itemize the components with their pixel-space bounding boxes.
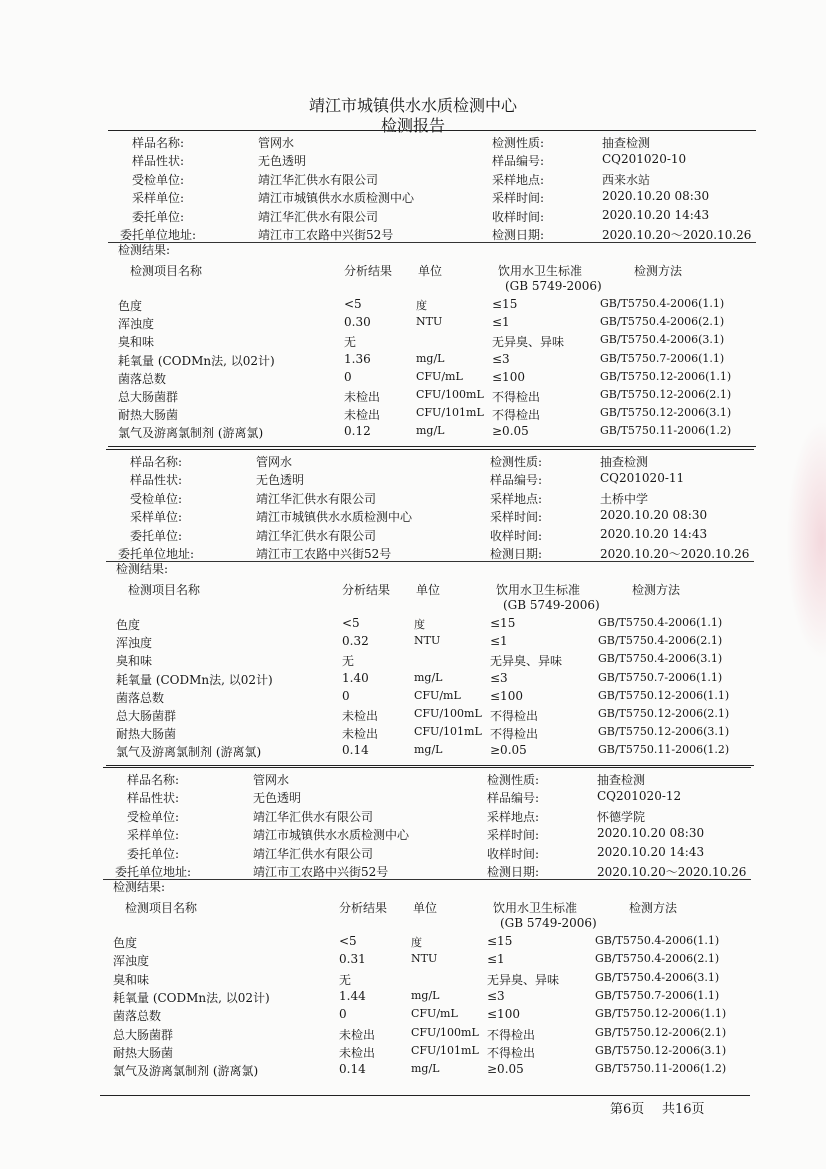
test-date-value: 2020.10.20～2020.10.26	[600, 547, 750, 561]
test-date-label: 检测日期:	[487, 865, 540, 879]
test-date-label: 检测日期:	[492, 228, 545, 242]
row-unit: 度	[416, 299, 427, 312]
client-address-label: 委托单位地址:	[115, 865, 192, 879]
header-result: 分析结果	[344, 264, 393, 278]
row-item: 菌落总数	[113, 1009, 162, 1024]
row-result: 1.40	[342, 670, 369, 685]
test-nature-label: 检测性质:	[487, 773, 540, 787]
sample-no-value: CQ201020-10	[602, 152, 687, 167]
header-item: 检测项目名称	[128, 583, 201, 597]
row-unit: mg/L	[411, 1062, 440, 1076]
row-item: 浑浊度	[113, 954, 150, 969]
sample-name-value: 管网水	[256, 455, 293, 469]
client-address-value: 靖江市工农路中兴街52号	[253, 865, 389, 879]
receive-time-label: 收样时间:	[487, 846, 540, 861]
seal-stamp	[786, 420, 826, 660]
sampling-time-label: 采样时间:	[490, 510, 543, 525]
header-standard-code: (GB 5749-2006)	[500, 916, 597, 930]
sampling-time-label: 采样时间:	[492, 191, 545, 206]
row-method: GB/T5750.12-2006(1.1)	[600, 369, 732, 383]
divider	[108, 446, 756, 447]
row-item: 臭和味	[116, 654, 153, 669]
sample-name-value: 管网水	[258, 136, 295, 150]
row-result: 无	[339, 972, 352, 987]
row-standard: 不得检出	[487, 1027, 536, 1042]
row-method: GB/T5750.12-2006(2.1)	[595, 1025, 727, 1039]
row-standard: ≤1	[492, 315, 510, 330]
divider	[106, 449, 754, 450]
sample-name-label: 样品名称:	[130, 455, 183, 469]
results-label: 检测结果:	[113, 880, 166, 894]
row-unit: NTU	[414, 634, 441, 648]
sample-state-value: 无色透明	[253, 791, 302, 806]
header-unit: 单位	[418, 264, 443, 278]
row-result: <5	[344, 297, 362, 311]
row-method: GB/T5750.12-2006(1.1)	[595, 1007, 727, 1021]
row-item: 氯气及游离氯制剂 (游离氯)	[113, 1064, 259, 1079]
divider	[108, 130, 756, 131]
sample-name-label: 样品名称:	[127, 773, 180, 787]
row-standard: 无异臭、异味	[487, 972, 560, 987]
row-standard: ≤3	[492, 351, 510, 366]
divider	[106, 765, 754, 766]
row-result: 无	[342, 654, 355, 669]
client-value: 靖江华汇供水有限公司	[256, 528, 377, 543]
client-address-value: 靖江市工农路中兴街52号	[258, 228, 394, 242]
row-unit: CFU/101mL	[411, 1043, 479, 1057]
row-standard: 不得检出	[492, 408, 541, 423]
sampling-unit-value: 靖江市城镇供水水质检测中心	[258, 191, 415, 206]
row-standard: 无异臭、异味	[490, 654, 563, 669]
sample-state-label: 样品性状:	[130, 473, 183, 488]
row-method: GB/T5750.12-2006(3.1)	[600, 406, 732, 420]
sampling-unit-value: 靖江市城镇供水水质检测中心	[253, 828, 410, 843]
row-item: 色度	[118, 299, 143, 313]
header-method: 检测方法	[629, 901, 678, 915]
row-item: 色度	[113, 936, 138, 950]
row-unit: CFU/101mL	[414, 725, 482, 739]
receive-time-label: 收样时间:	[492, 209, 545, 224]
row-method: GB/T5750.4-2006(3.1)	[595, 970, 720, 984]
test-nature-label: 检测性质:	[490, 455, 543, 469]
row-item: 总大肠菌群	[118, 390, 179, 404]
row-result: 1.44	[339, 988, 366, 1003]
header-result: 分析结果	[339, 901, 388, 915]
row-unit: CFU/100mL	[416, 388, 484, 401]
row-method: GB/T5750.12-2006(3.1)	[595, 1043, 727, 1057]
client-address-label: 委托单位地址:	[120, 228, 197, 242]
sampling-site-value: 西来水站	[602, 172, 651, 187]
sample-state-label: 样品性状:	[132, 154, 185, 169]
row-method: GB/T5750.7-2006(1.1)	[598, 670, 723, 684]
sample-no-label: 样品编号:	[490, 473, 543, 488]
row-standard: 不得检出	[487, 1045, 536, 1060]
row-result: 未检出	[342, 709, 379, 723]
row-standard: 不得检出	[492, 390, 541, 404]
header-standard: 饮用水卫生标准	[496, 583, 581, 597]
test-nature-value: 抽查检测	[600, 455, 649, 469]
row-method: GB/T5750.11-2006(1.2)	[600, 424, 732, 438]
row-standard: ≤15	[487, 934, 513, 948]
row-standard: 不得检出	[490, 727, 539, 742]
sampling-time-value: 2020.10.20 08:30	[600, 508, 708, 523]
client-label: 委托单位:	[127, 846, 180, 861]
header-standard: 饮用水卫生标准	[493, 901, 578, 915]
row-method: GB/T5750.4-2006(1.1)	[598, 616, 723, 629]
row-result: 0	[339, 1007, 347, 1022]
row-result: 0.31	[339, 952, 366, 967]
row-item: 耗氧量 (CODMn法, 以02计)	[113, 990, 270, 1005]
inspected-unit-label: 受检单位:	[127, 809, 180, 824]
row-standard: 不得检出	[490, 709, 539, 723]
receive-time-value: 2020.10.20 14:43	[602, 207, 710, 222]
row-standard: ≥0.05	[492, 424, 529, 439]
row-unit: CFU/mL	[416, 369, 463, 383]
row-item: 耐热大肠菌	[116, 727, 177, 742]
row-standard: 无异臭、异味	[492, 335, 565, 350]
row-method: GB/T5750.12-2006(2.1)	[600, 388, 732, 401]
page-total: 共16页	[662, 1102, 705, 1117]
sampling-time-label: 采样时间:	[487, 828, 540, 843]
page-number: 第6页	[610, 1102, 645, 1117]
row-unit: mg/L	[416, 424, 445, 438]
row-unit: 度	[414, 618, 425, 631]
header-standard: 饮用水卫生标准	[498, 264, 583, 278]
inspected-unit-value: 靖江华汇供水有限公司	[256, 491, 377, 506]
row-standard: ≤100	[490, 688, 523, 703]
row-result: 0.32	[342, 634, 369, 649]
inspected-unit-label: 受检单位:	[130, 491, 183, 506]
row-method: GB/T5750.4-2006(1.1)	[595, 934, 720, 947]
row-result: 0.14	[342, 743, 369, 758]
header-unit: 单位	[416, 583, 441, 597]
row-method: GB/T5750.12-2006(2.1)	[598, 707, 730, 720]
row-method: GB/T5750.7-2006(1.1)	[595, 988, 720, 1002]
row-result: 无	[344, 335, 357, 350]
sample-name-value: 管网水	[253, 773, 290, 787]
test-nature-value: 抽查检测	[602, 136, 651, 150]
row-unit: mg/L	[414, 743, 443, 757]
row-standard: ≥0.05	[490, 743, 527, 758]
row-result: 0.30	[344, 315, 371, 330]
row-result: 0.14	[339, 1062, 366, 1077]
row-item: 总大肠菌群	[116, 709, 177, 723]
row-unit: mg/L	[416, 351, 445, 365]
row-unit: NTU	[416, 315, 443, 329]
row-item: 菌落总数	[118, 371, 167, 386]
sampling-unit-label: 采样单位:	[132, 191, 185, 206]
client-label: 委托单位:	[130, 528, 183, 543]
header-method: 检测方法	[634, 264, 683, 278]
test-nature-label: 检测性质:	[492, 136, 545, 150]
row-standard: ≤15	[490, 616, 516, 630]
sampling-time-value: 2020.10.20 08:30	[602, 189, 710, 204]
sampling-site-value: 土桥中学	[600, 491, 649, 506]
client-value: 靖江华汇供水有限公司	[258, 209, 379, 224]
row-item: 总大肠菌群	[113, 1027, 174, 1042]
row-unit: CFU/100mL	[411, 1025, 479, 1039]
row-unit: mg/L	[411, 988, 440, 1002]
row-unit: CFU/101mL	[416, 406, 484, 420]
receive-time-value: 2020.10.20 14:43	[597, 844, 705, 859]
row-item: 臭和味	[113, 972, 150, 987]
row-method: GB/T5750.12-2006(3.1)	[598, 725, 730, 739]
row-item: 耗氧量 (CODMn法, 以02计)	[118, 353, 275, 368]
row-result: 未检出	[339, 1045, 376, 1060]
row-item: 耐热大肠菌	[113, 1045, 174, 1060]
divider	[103, 879, 751, 880]
row-result: <5	[342, 616, 360, 630]
sample-state-value: 无色透明	[256, 473, 305, 488]
row-method: GB/T5750.4-2006(3.1)	[600, 333, 725, 347]
row-unit: CFU/mL	[414, 688, 461, 702]
row-unit: CFU/mL	[411, 1007, 458, 1021]
row-item: 氯气及游离氯制剂 (游离氯)	[116, 745, 262, 760]
row-result: 0	[342, 688, 350, 703]
row-method: GB/T5750.7-2006(1.1)	[600, 351, 725, 365]
test-date-label: 检测日期:	[490, 547, 543, 561]
test-date-value: 2020.10.20～2020.10.26	[597, 865, 747, 879]
row-method: GB/T5750.11-2006(1.2)	[595, 1062, 727, 1076]
inspected-unit-value: 靖江华汇供水有限公司	[253, 809, 374, 824]
sample-no-label: 样品编号:	[487, 791, 540, 806]
row-standard: ≤1	[487, 952, 505, 967]
row-result: 未检出	[344, 390, 381, 404]
results-label: 检测结果:	[116, 562, 169, 576]
sampling-site-value: 怀德学院	[597, 809, 646, 824]
row-item: 耗氧量 (CODMn法, 以02计)	[116, 672, 273, 687]
header-item: 检测项目名称	[130, 264, 203, 278]
sampling-unit-label: 采样单位:	[130, 510, 183, 525]
header-item: 检测项目名称	[125, 901, 198, 915]
row-result: 0.12	[344, 424, 371, 439]
receive-time-value: 2020.10.20 14:43	[600, 526, 708, 541]
receive-time-label: 收样时间:	[490, 528, 543, 543]
sample-name-label: 样品名称:	[132, 136, 185, 150]
row-unit: mg/L	[414, 670, 443, 684]
header-unit: 单位	[413, 901, 438, 915]
row-method: GB/T5750.4-2006(2.1)	[595, 952, 720, 966]
header-standard-code: (GB 5749-2006)	[505, 279, 602, 293]
divider	[103, 767, 751, 768]
row-item: 耐热大肠菌	[118, 408, 179, 423]
sampling-site-label: 采样地点:	[490, 491, 543, 506]
row-result: 未检出	[342, 727, 379, 742]
row-method: GB/T5750.4-2006(2.1)	[600, 315, 725, 329]
row-method: GB/T5750.4-2006(1.1)	[600, 297, 725, 310]
row-unit: 度	[411, 936, 422, 949]
row-result: 1.36	[344, 351, 371, 366]
row-standard: ≤1	[490, 634, 508, 649]
sample-no-label: 样品编号:	[492, 154, 545, 169]
row-method: GB/T5750.4-2006(3.1)	[598, 652, 723, 666]
row-unit: CFU/100mL	[414, 707, 482, 720]
row-standard: ≥0.05	[487, 1062, 524, 1077]
header-standard-code: (GB 5749-2006)	[503, 598, 600, 612]
report-title: 靖江市城镇供水水质检测中心	[308, 96, 517, 115]
row-item: 色度	[116, 618, 141, 632]
client-address-value: 靖江市工农路中兴街52号	[256, 547, 392, 561]
row-method: GB/T5750.4-2006(2.1)	[598, 634, 723, 648]
row-standard: ≤100	[487, 1007, 520, 1022]
test-date-value: 2020.10.20～2020.10.26	[602, 228, 752, 242]
inspected-unit-label: 受检单位:	[132, 172, 185, 187]
report-subtitle: 检测报告	[380, 116, 445, 135]
divider	[108, 242, 756, 243]
sample-no-value: CQ201020-11	[600, 471, 685, 486]
client-value: 靖江华汇供水有限公司	[253, 846, 374, 861]
row-result: <5	[339, 934, 357, 948]
client-label: 委托单位:	[132, 209, 185, 224]
sampling-site-label: 采样地点:	[492, 172, 545, 187]
row-unit: NTU	[411, 952, 438, 966]
results-label: 检测结果:	[118, 243, 171, 257]
row-item: 浑浊度	[116, 636, 153, 651]
row-item: 菌落总数	[116, 690, 165, 705]
row-result: 0	[344, 369, 352, 384]
sampling-time-value: 2020.10.20 08:30	[597, 826, 705, 841]
row-result: 未检出	[344, 408, 381, 423]
row-standard: ≤3	[487, 988, 505, 1003]
row-method: GB/T5750.12-2006(1.1)	[598, 688, 730, 702]
row-standard: ≤15	[492, 297, 518, 311]
test-nature-value: 抽查检测	[597, 773, 646, 787]
sample-no-value: CQ201020-12	[597, 789, 682, 804]
divider	[106, 561, 754, 562]
header-method: 检测方法	[632, 583, 681, 597]
row-result: 未检出	[339, 1027, 376, 1042]
row-item: 浑浊度	[118, 317, 155, 332]
row-item: 氯气及游离氯制剂 (游离氯)	[118, 426, 264, 441]
divider	[100, 1095, 750, 1096]
sampling-unit-label: 采样单位:	[127, 828, 180, 843]
row-method: GB/T5750.11-2006(1.2)	[598, 743, 730, 757]
row-standard: ≤3	[490, 670, 508, 685]
sampling-site-label: 采样地点:	[487, 809, 540, 824]
sampling-unit-value: 靖江市城镇供水水质检测中心	[256, 510, 413, 525]
client-address-label: 委托单位地址:	[118, 547, 195, 561]
row-item: 臭和味	[118, 335, 155, 350]
sample-state-value: 无色透明	[258, 154, 307, 169]
inspected-unit-value: 靖江华汇供水有限公司	[258, 172, 379, 187]
sample-state-label: 样品性状:	[127, 791, 180, 806]
header-result: 分析结果	[342, 583, 391, 597]
row-standard: ≤100	[492, 369, 525, 384]
